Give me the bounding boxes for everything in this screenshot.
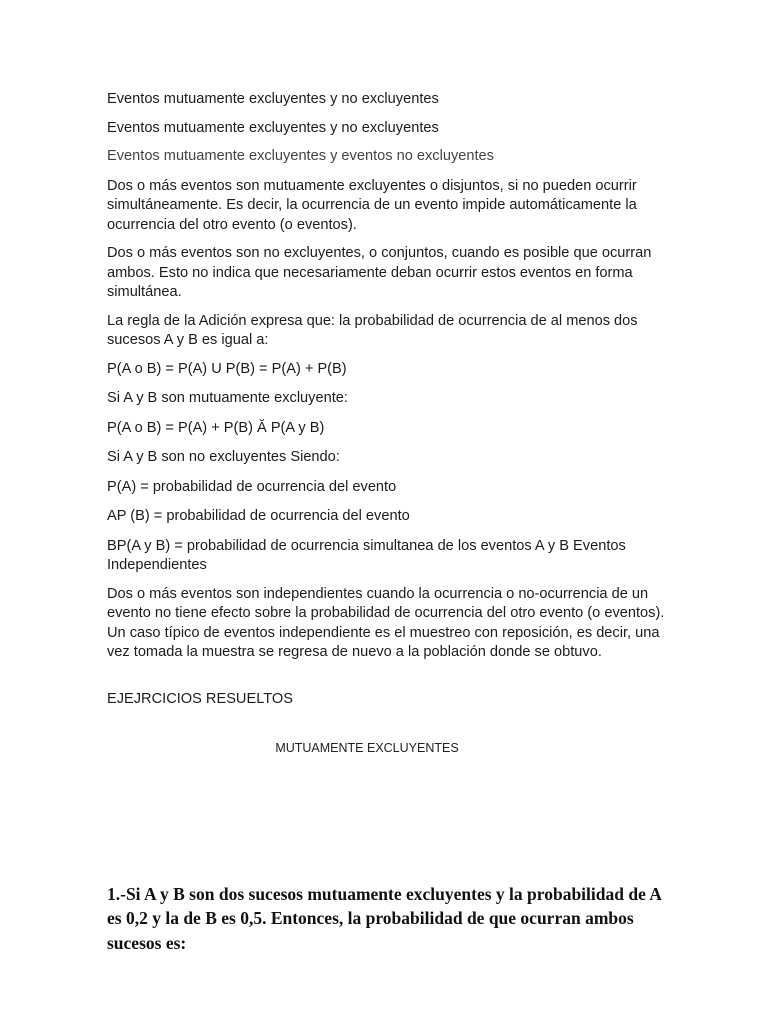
paragraph-non-exclusive-case: Si A y B son no excluyentes Siendo: <box>107 449 340 465</box>
heading-3: Eventos mutuamente excluyentes y eventos no excluyentes <box>107 148 494 164</box>
question-1: 1.-Si A y B son dos sucesos mutuamente excluyentes y la probabilidad de A es 0,2 y la de B es 0,5. Entonces, la probabilidad de que ocurran ambos sucesos es: <box>107 883 661 953</box>
heading-2: Eventos mutuamente excluyentes y no excluyentes <box>107 119 439 136</box>
formula-1: P(A o B) = P(A) U P(B) = P(A) + P(B) <box>107 360 347 377</box>
paragraph-mutually-exclusive-case: Si A y B son mutuamente excluyente: <box>107 390 348 406</box>
paragraph-mutually-exclusive-definition: Dos o más eventos son mutuamente excluyentes o disjuntos, si no pueden ocurrir simultáneamente. Es decir, la ocurrencia de un evento impide automáticamente la ocurrencia del otro evento (o eventos). <box>107 177 637 233</box>
definition-p-a: P(A) = probabilidad de ocurrencia del evento <box>107 478 397 495</box>
paragraph-addition-rule: La regla de la Adición expresa que: la probabilidad de ocurrencia de al menos dos sucesos A y B es igual a: <box>107 312 638 348</box>
paragraph-non-exclusive-definition: Dos o más eventos son no excluyentes, o conjuntos, cuando es posible que ocurran ambos. Esto no indica que necesariamente deban ocurrir estos eventos en forma simultánea. <box>107 245 652 300</box>
definition-p-a-and-b: BP(A y B) = probabilidad de ocurrencia simultanea de los eventos A y B Eventos Independientes <box>107 537 626 573</box>
document-body <box>107 90 667 768</box>
formula-2: P(A o B) = P(A) + P(B) Ă P(A y B) <box>107 419 325 436</box>
section-title: EJEJRCICIOS RESUELTOS <box>107 690 293 707</box>
subsection-title: MUTUAMENTE EXCLUYENTES <box>275 741 459 755</box>
heading-1: Eventos mutuamente excluyentes y no excluyentes <box>107 91 439 107</box>
definition-p-b: AP (B) = probabilidad de ocurrencia del evento <box>107 508 410 524</box>
paragraph-independent-events: Dos o más eventos son independientes cuando la ocurrencia o no-ocurrencia de un evento no tiene efecto sobre la probabilidad de ocurrencia del otro evento (o eventos). Un caso típico de eventos independiente es el muestreo con reposición, es decir, una vez tomada la muestra se regresa de nuevo a la población donde se obtuvo. <box>107 585 665 660</box>
